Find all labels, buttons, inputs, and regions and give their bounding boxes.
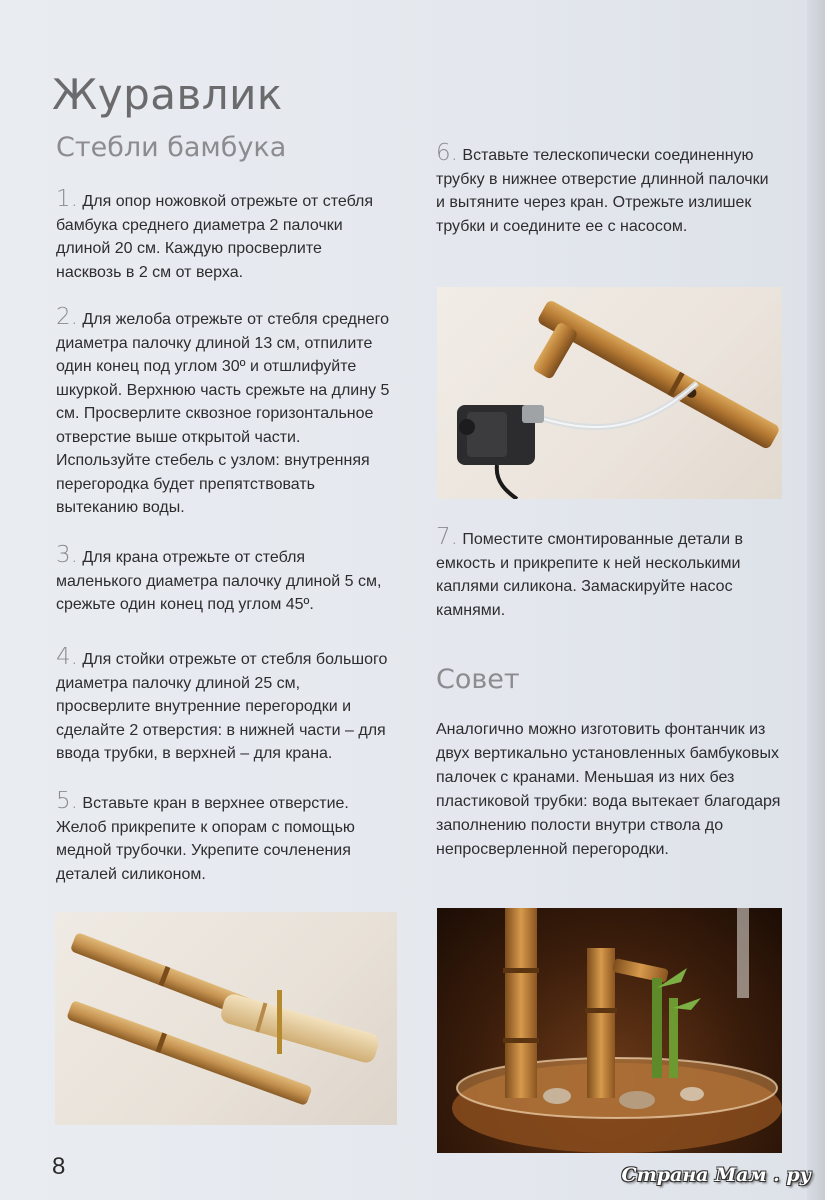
fountain-illustration — [437, 908, 782, 1153]
step-2 — [56, 306, 394, 520]
step-3-number: 3. — [56, 542, 78, 568]
section-subtitle: Стебли бамбука — [56, 132, 287, 163]
step-5-number: 5. — [56, 788, 78, 814]
step-2-text: Для желоба отрежьте от стебля среднего диаметра палочку длиной 13 см, отпилите один конец под углом 30º и отшлифуйте шкуркой. Верхнюю часть срежьте на длину 5 см. Просверлите сквозное горизонтальное отверстие выше открытой части. Используйте стебель с узлом: внутренняя перегородка будет препятствовать вытеканию воды. — [56, 311, 390, 516]
page-number: 8 — [52, 1153, 66, 1180]
bamboo-parts-illustration — [55, 912, 397, 1125]
step-7-number: 7. — [436, 524, 458, 550]
step-5 — [56, 790, 396, 886]
step-6-text: Вставьте телескопически соединенную трубку в нижнее отверстие длинной палочки и вытяните через кран. Отрежьте излишек трубки и соедините ее с насосом. — [436, 147, 769, 235]
bamboo-parts-photo — [55, 912, 397, 1125]
step-4-text: Для стойки отрежьте от стебля большого диаметра палочку длиной 25 см, просверлите внутренние перегородки и сделайте 2 отверстия: в нижней части – для ввода трубки, в верхней – для крана. — [56, 651, 388, 762]
step-6-number: 6. — [436, 140, 458, 166]
step-6 — [436, 142, 781, 238]
pump-bamboo-illustration — [437, 287, 782, 499]
advice-title: Совет — [436, 664, 520, 695]
step-1 — [56, 188, 384, 284]
advice-text: Аналогично можно изготовить фонтанчик из двух вертикально установленных бамбуковых палочек с кранами. Меньшая из них без пластиковой трубки: вода вытекает благодаря заполнению полости внутри ствола до непросверленной перегородки. — [436, 721, 781, 858]
page-title: Журавлик — [52, 70, 283, 119]
step-2-number: 2. — [56, 304, 78, 330]
step-5-text: Вставьте кран в верхнее отверстие. Желоб прикрепите к опорам с помощью медной трубочки. Укрепите сочленения деталей силиконом. — [56, 795, 355, 883]
step-7 — [436, 526, 781, 622]
watermark: Страна Мам . ру — [621, 1164, 811, 1186]
step-3-text: Для крана отрежьте от стебля маленького диаметра палочку длиной 5 см, срежьте один конец под углом 45º. — [56, 549, 382, 613]
step-4 — [56, 646, 396, 766]
step-4-number: 4. — [56, 644, 78, 670]
fountain-photo — [437, 908, 782, 1153]
step-1-number: 1. — [56, 186, 78, 212]
page-spine-shadow — [807, 0, 825, 1200]
step-3 — [56, 544, 394, 617]
step-7-text: Поместите смонтированные детали в емкость и прикрепите к ней несколькими каплями силикона. Замаскируйте насос камнями. — [436, 531, 743, 619]
step-1-text: Для опор ножовкой отрежьте от стебля бамбука среднего диаметра 2 палочки длиной 20 см. Каждую просверлите насквозь в 2 см от верха. — [56, 193, 374, 281]
pump-photo — [437, 287, 782, 499]
